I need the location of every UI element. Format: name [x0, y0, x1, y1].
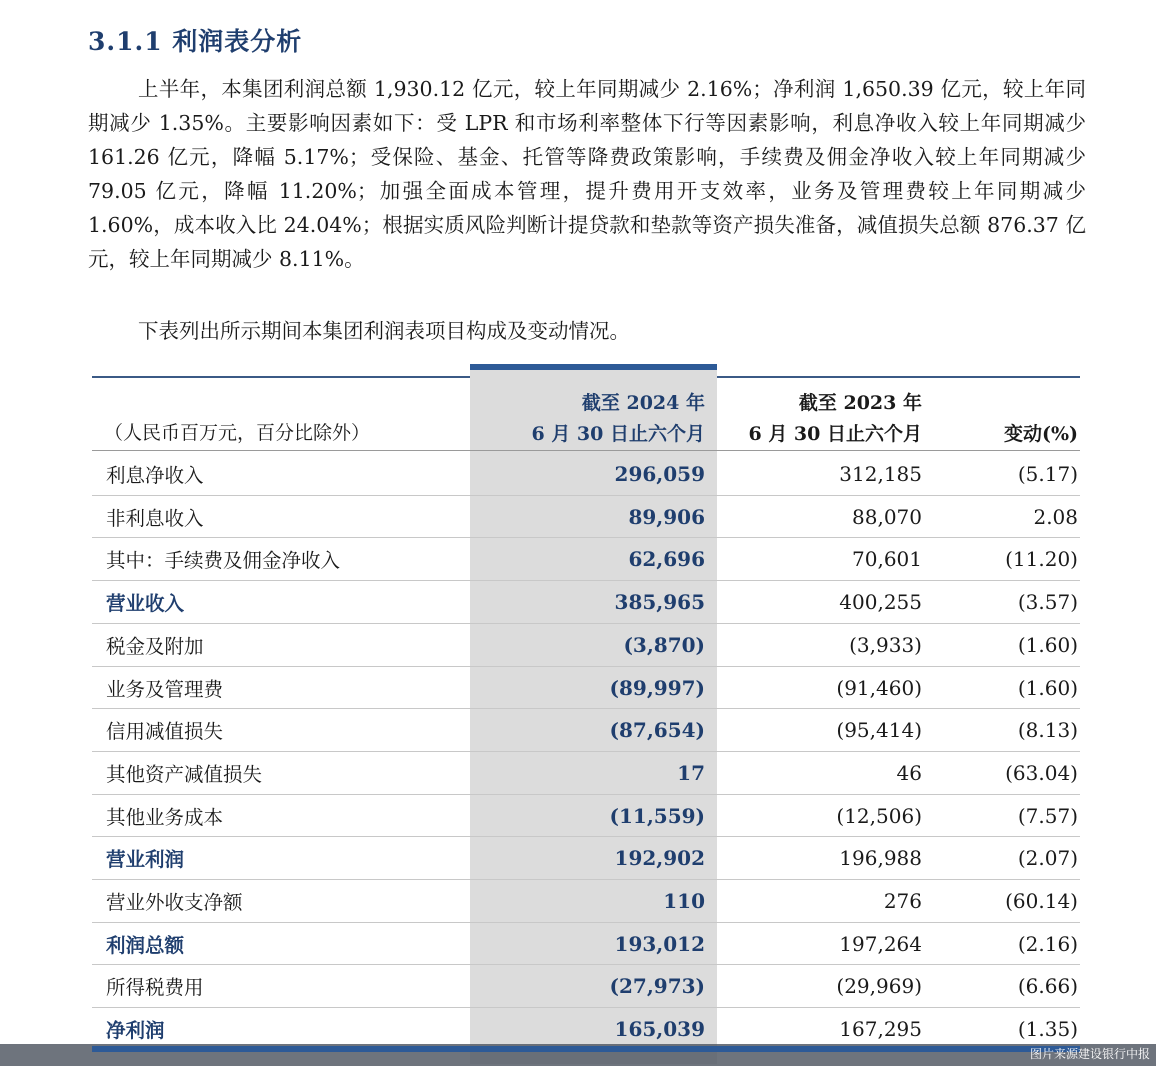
value-change: (3.57): [1017, 590, 1078, 615]
value-change: (1.60): [1017, 675, 1078, 700]
value-2023: (91,460): [836, 675, 922, 700]
value-2023: 46: [896, 760, 922, 785]
value-2024: 192,902: [614, 846, 705, 871]
row-label: 其他业务成本: [106, 805, 224, 829]
value-2023: 312,185: [839, 462, 922, 486]
value-change: 2.08: [1033, 504, 1078, 529]
row-label: 营业利润: [106, 848, 185, 872]
table-row: [92, 666, 1080, 708]
table-row: [92, 708, 1080, 750]
value-2023: 197,264: [839, 931, 922, 956]
value-2023: (95,414): [836, 718, 922, 743]
row-label: 净利润: [106, 1019, 165, 1043]
row-label: 非利息收入: [106, 506, 204, 530]
header-2023-line1: 截至 2023 年: [798, 392, 922, 414]
value-2023: (29,969): [836, 974, 922, 999]
row-label: 营业外收支净额: [106, 891, 243, 914]
value-2023: 70,601: [852, 547, 922, 572]
value-2023: (3,933): [849, 632, 922, 657]
value-2024: (3,870): [623, 632, 705, 657]
table-row: [92, 580, 1080, 622]
value-2024: 165,039: [614, 1017, 705, 1042]
unit-label: （人民币百万元，百分比除外）: [104, 422, 371, 444]
table-row: [92, 751, 1080, 793]
image-credit: 图片来源建设银行中报: [1029, 1047, 1150, 1061]
value-change: (2.07): [1017, 846, 1078, 871]
value-2024: (89,997): [609, 675, 705, 700]
value-change: (6.66): [1017, 974, 1078, 999]
value-change: (7.57): [1017, 803, 1078, 828]
value-2023: 196,988: [839, 846, 922, 871]
value-change: (1.35): [1017, 1017, 1078, 1042]
value-2024: 385,965: [614, 590, 705, 615]
row-label: 利润总额: [106, 933, 185, 957]
row-label: 信用减值损失: [106, 720, 224, 744]
header-2023-line2: 6 月 30 日止六个月: [748, 423, 922, 445]
table-row: [92, 879, 1080, 921]
value-change: (5.17): [1017, 462, 1078, 486]
value-2024: 193,012: [614, 931, 705, 956]
table-row: [92, 537, 1080, 579]
section-heading: 3.1.1 利润表分析: [88, 27, 303, 56]
value-2024: (27,973): [609, 974, 705, 999]
value-2024: (11,559): [609, 803, 705, 828]
row-label: 利息净收入: [106, 464, 204, 487]
value-2024: 17: [677, 760, 705, 785]
row-label: 业务及管理费: [106, 677, 224, 701]
table-intro-paragraph: 下表列出所示期间本集团利润表项目构成及变动情况。: [138, 319, 630, 343]
highlight-column-bar: [470, 364, 717, 370]
row-label: 营业收入: [106, 592, 185, 616]
value-2024: (87,654): [609, 718, 705, 743]
header-2024: [531, 388, 705, 450]
table-row: [92, 495, 1080, 537]
value-change: (1.60): [1017, 632, 1078, 657]
value-2024: 296,059: [614, 462, 705, 486]
value-change: (60.14): [1005, 889, 1078, 913]
header-2024-line1: 截至 2024 年: [581, 392, 705, 414]
value-change: (8.13): [1017, 718, 1078, 743]
header-change: 变动(%): [1003, 423, 1078, 445]
value-change: (2.16): [1017, 931, 1078, 956]
table-bottom-rule: [92, 1046, 1080, 1052]
value-change: (11.20): [1005, 547, 1078, 572]
table-row: [92, 452, 1080, 494]
value-2023: 276: [883, 889, 922, 913]
value-2023: 167,295: [839, 1017, 922, 1042]
row-label: 其中：手续费及佣金净收入: [106, 549, 341, 573]
value-2023: 400,255: [839, 590, 922, 615]
value-2023: (12,506): [836, 803, 922, 828]
header-2024-line2: 6 月 30 日止六个月: [531, 423, 705, 445]
row-label: 税金及附加: [106, 634, 204, 658]
table-row: [92, 794, 1080, 836]
header-rule: [92, 450, 1080, 451]
value-2024: 110: [663, 889, 705, 913]
value-2024: 62,696: [628, 547, 705, 572]
table-row: [92, 964, 1080, 1006]
header-2023: [748, 388, 922, 450]
table-row: [92, 1007, 1080, 1049]
summary-paragraph: 上半年，本集团利润总额 1,930.12 亿元，较上年同期减少 2.16%；净利润 1,650.39 亿元，较上年同期减少 1.35%。主要影响因素如下：受 LPR 和市场利率整体下行等因素影响，利息净收入较上年同期减少 161.26 亿元，降幅 5.17%；受保险、基金、托管等降费政策影响，手续费及佣金净收入较上年同期减少 79.05 亿元，降幅 11.20%；加强全面成本管理，提升费用开支效率，业务及管理费较上年同期减少 1.60%，成本收入比 24.04%；根据实质风险判断计提贷款和垫款等资产损失准备，减值损失总额 876.37 亿元，较上年同期减少 8.11%。: [88, 77, 1086, 271]
value-2023: 88,070: [852, 504, 922, 529]
table-row: [92, 623, 1080, 665]
value-2024: 89,906: [628, 504, 705, 529]
table-row: [92, 922, 1080, 964]
value-change: (63.04): [1005, 760, 1078, 785]
row-label: 所得税费用: [106, 976, 204, 1000]
table-row: [92, 836, 1080, 878]
row-label: 其他资产减值损失: [106, 762, 263, 786]
